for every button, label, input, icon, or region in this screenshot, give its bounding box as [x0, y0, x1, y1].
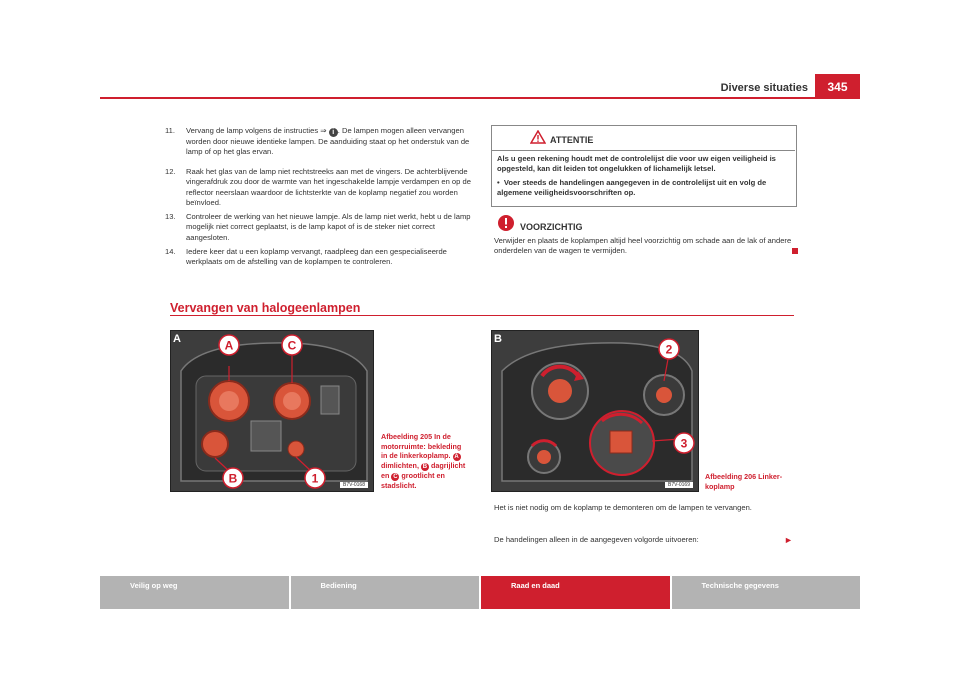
- step-11: [165, 126, 475, 158]
- figure-code: B7V-0168: [340, 482, 368, 488]
- callout-marker-1: [305, 468, 325, 488]
- warning-bullet: Voer steeds de handelingen aangegeven in de controlelijst uit en volg de algemene veiligheidsvoorschriften op.: [497, 177, 767, 197]
- callout-marker-a: [219, 335, 239, 355]
- step-text: Controleer de werking van het nieuwe lampje. Als de lamp niet werkt, hebt u de lamp mogelijk niet correct geplaatst, is de lamp kapot of is de steker niet correct aangesloten.: [186, 212, 471, 242]
- callout-marker-3: [674, 433, 694, 453]
- figure-code: B7V-0169: [665, 482, 693, 488]
- label-c-icon: C: [393, 474, 398, 480]
- warning-body: [497, 154, 789, 198]
- warning-text: Als u geen rekening houdt met de controlelijst die voor uw eigen veiligheid is opgesteld, kan dit leiden tot ongelukken of lichamelijk letsel.: [497, 154, 776, 174]
- figure-a-headlamp-rear: [170, 330, 374, 492]
- page-header-title: Diverse situaties: [720, 82, 808, 94]
- step-13: [165, 212, 475, 243]
- body-paragraph: Het is niet nodig om de koplamp te demonteren om de lampen te vervangen.: [494, 503, 752, 512]
- caution-icon: [497, 214, 515, 232]
- caution-text: Verwijder en plaats de koplampen altijd heel voorzichtig om schade aan de lak of andere onderdelen van de wagen te vermijden.: [494, 236, 792, 256]
- step-number: 11.: [165, 126, 175, 135]
- callout-label: A: [224, 338, 234, 353]
- step-text: Raak het glas van de lamp niet rechtstreeks aan met de vingers. De achterblijvende vingerafdruk zou door de warmte van het ingeschakelde lampje verdampen en op de reflector neerslaan waardoor de lichtsterkte van de koplamp negatief zou worden beïnvloed.: [186, 167, 471, 207]
- header-rule: [100, 97, 860, 99]
- section-rule: [170, 315, 794, 316]
- continue-arrow-icon: ►: [784, 535, 793, 545]
- body-paragraph: De handelingen alleen in de aangegeven volgorde uitvoeren:: [494, 535, 699, 544]
- callout-label: 2: [665, 342, 673, 357]
- figure-b-caption: Afbeelding 206 Linker-koplamp: [705, 472, 783, 491]
- step-number: 12.: [165, 167, 176, 176]
- figure-b-headlamp-bulbs: [491, 330, 699, 492]
- footer-tab-technische-gegevens[interactable]: Technische gegevens: [672, 576, 861, 609]
- warning-title: ATTENTIE: [550, 135, 594, 145]
- callout-label: 3: [680, 436, 688, 451]
- warning-triangle-icon: [530, 130, 546, 144]
- caution-title: VOORZICHTIG: [520, 222, 583, 232]
- callout-marker-2: [659, 339, 679, 359]
- section-heading: Vervangen van halogeenlampen: [170, 301, 361, 315]
- footer-tab-bediening[interactable]: Bediening: [291, 576, 480, 609]
- page-number: 345: [815, 74, 860, 99]
- footer-tab-veilig-op-weg[interactable]: Veilig op weg: [100, 576, 289, 609]
- step-14: [165, 247, 475, 268]
- section-end-marker: [792, 248, 798, 254]
- label-a-icon: A: [454, 454, 459, 460]
- warning-divider: [491, 150, 795, 151]
- bullet-icon: •: [497, 177, 504, 187]
- step-number: 14.: [165, 247, 176, 256]
- callout-label: C: [287, 338, 297, 353]
- footer-tab-raad-en-daad[interactable]: Raad en daad: [481, 576, 670, 609]
- figure-a-caption: Afbeelding 205 In de motorruimte: bekleding in de linkerkoplamp. A dimlichten, B dagrijlicht en C grootlicht en stadslicht.: [381, 432, 466, 490]
- figure-label: B: [494, 333, 502, 345]
- step-text: Vervang de lamp volgens de instructies ⇒: [186, 126, 327, 135]
- info-icon: i: [329, 128, 338, 137]
- step-text: . De lampen mogen alleen vervangen worden door nieuwe identieke lampen. De aanduiding staat op het onderstuk van de lamp of op het glas ervan.: [186, 126, 470, 157]
- step-text: Iedere keer dat u een koplamp vervangt, raadpleeg dan een gespecialiseerde werkplaats om de afstelling van de koplampen te controleren.: [186, 247, 447, 267]
- callout-marker-c: [282, 335, 302, 355]
- callout-label: 1: [311, 471, 319, 486]
- figure-label: A: [173, 333, 181, 345]
- step-number: 13.: [165, 212, 176, 221]
- label-b-icon: B: [422, 464, 428, 470]
- callout-label: B: [228, 471, 238, 486]
- callout-marker-b: [223, 468, 243, 488]
- step-12: [165, 167, 475, 208]
- footer-nav: [100, 576, 860, 609]
